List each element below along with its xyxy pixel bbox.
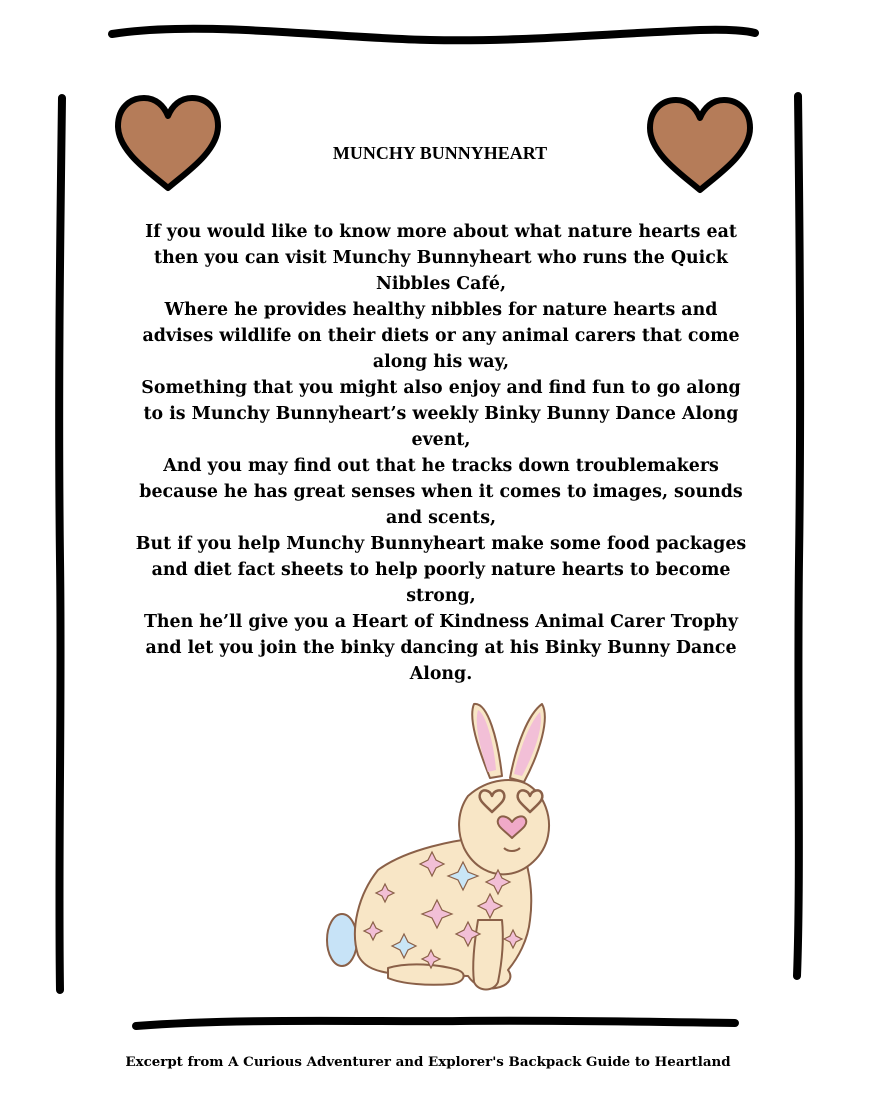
page-title: MUNCHY BUNNYHEART — [332, 143, 548, 163]
poem-paragraph: If you would like to know more about what nature hearts eat then you can visit Munchy Bunnyheart who runs the Quick Nibbles Café, — [145, 222, 737, 294]
bunny-tail — [327, 914, 357, 966]
frame-left-line — [59, 98, 62, 990]
poem-paragraph: But if you help Munchy Bunnyheart make some food packages and diet fact sheets to help poorly nature hearts to become strong, — [135, 534, 747, 606]
frame-right-line — [797, 96, 800, 976]
poem-paragraph: Then he’ll give you a Heart of Kindness Animal Carer Trophy and let you join the binky dancing at his Binky Bunny Dance Along. — [143, 612, 739, 684]
bunny-front-leg — [473, 920, 503, 990]
frame-bottom-line — [136, 1021, 735, 1026]
frame-top-line — [112, 29, 755, 41]
poem-paragraph: Where he provides healthy nibbles for nature hearts and advises wildlife on their diets or any animal carers that come along his way, — [142, 300, 740, 372]
bunny-illustration — [318, 700, 558, 1000]
poem-paragraph: Something that you might also enjoy and find fun to go along to is Munchy Bunnyheart’s weekly Binky Bunny Dance Along event, — [141, 378, 741, 450]
footer-caption: Excerpt from A Curious Adventurer and Explorer's Backpack Guide to Heartland — [125, 1054, 731, 1070]
poem-body — [134, 219, 748, 687]
poem-paragraph: And you may find out that he tracks down troublemakers because he has great senses when it comes to images, sounds and scents, — [139, 456, 743, 528]
bunny-back-foot — [388, 964, 464, 984]
